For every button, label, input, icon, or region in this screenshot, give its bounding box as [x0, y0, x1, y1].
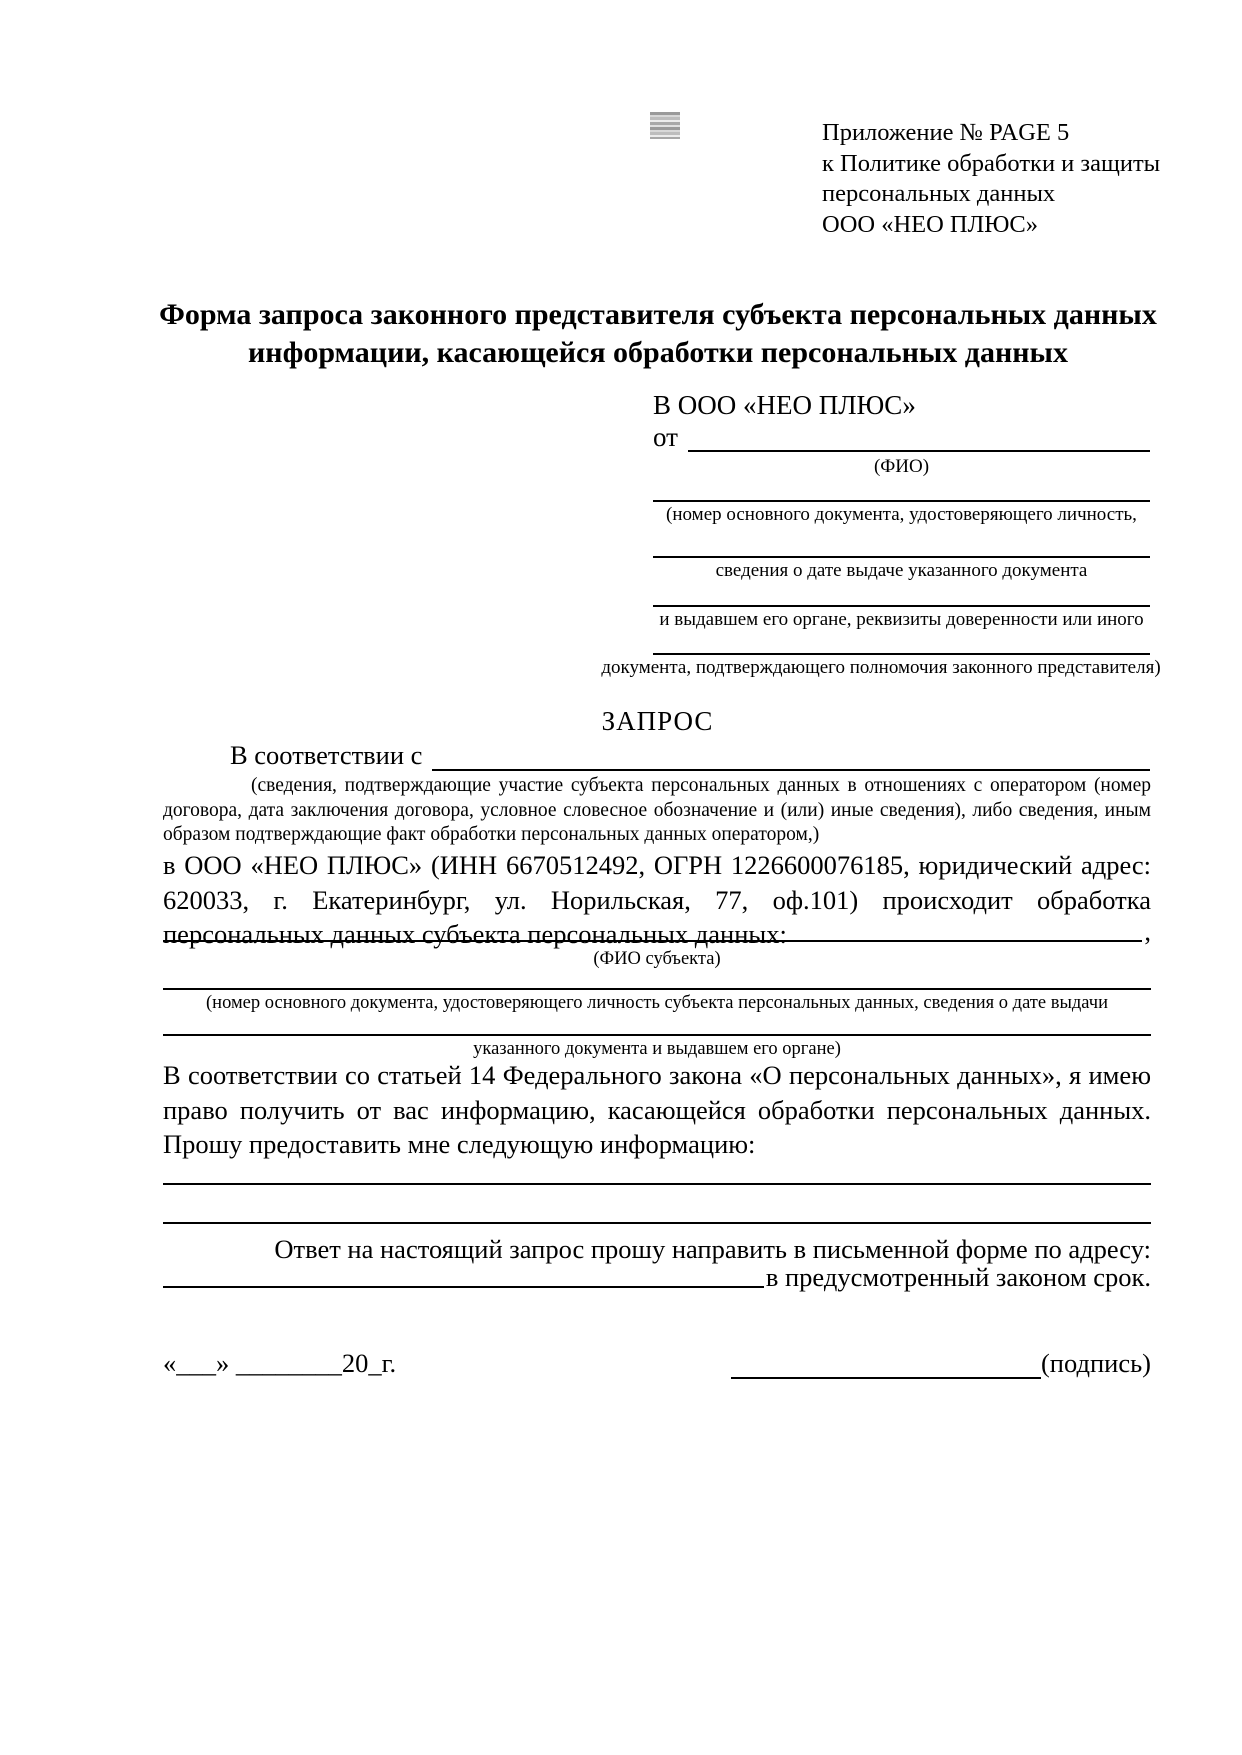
reply-address-row	[163, 1262, 1151, 1292]
reply-suffix: в предусмотренный законом срок.	[765, 1262, 1151, 1292]
appendix-number-line: Приложение № PAGE 5	[822, 119, 1070, 146]
fio-caption: (ФИО)	[873, 456, 930, 477]
authority-document-caption: документа, подтверждающего полномочия законного представителя)	[601, 657, 1161, 678]
document-number-fill-line[interactable]	[653, 476, 1150, 502]
date-blank: «___» ________20_г.	[163, 1348, 397, 1378]
subject-authority-fill-line[interactable]	[163, 1010, 1151, 1036]
policy-line-2: персональных данных	[822, 180, 1056, 207]
fio-fill-line[interactable]	[688, 422, 1150, 452]
subject-authority-caption: указанного документа и выдавшем его органе)	[473, 1039, 841, 1059]
signature-caption: (подпись)	[1040, 1348, 1151, 1378]
signature-fill-line[interactable]	[731, 1349, 1041, 1379]
date-signature-row	[163, 1348, 1151, 1379]
policy-line-1: к Политике обработки и защиты	[822, 149, 1161, 177]
authority-document-fill-line[interactable]	[653, 629, 1150, 655]
information-fill-line-1[interactable]	[163, 1158, 1151, 1185]
from-label: от	[653, 422, 678, 452]
law-paragraph: В соответствии со статьей 14 Федерального закона «О персональных данных», я имею право получить от вас информацию, касающейся обработки персональных данных. Прошу предоставить мне следующую информацию:	[163, 1060, 1151, 1159]
subject-fio-row	[163, 916, 1151, 946]
reply-address-fill-line[interactable]	[163, 1262, 764, 1288]
issue-date-fill-line[interactable]	[653, 532, 1150, 558]
document-number-caption: (номер основного документа, удостоверяющего личность,	[666, 504, 1137, 525]
from-row	[653, 422, 1150, 452]
appendix-header-block	[822, 118, 1160, 240]
striped-image-placeholder-icon	[650, 112, 680, 139]
issuing-authority-fill-line[interactable]	[653, 581, 1150, 607]
subject-document-caption: (номер основного документа, удостоверяющего личность субъекта персональных данных, сведения о дате выдачи	[206, 993, 1108, 1013]
information-fill-line-2[interactable]	[163, 1197, 1151, 1224]
addressee-to: В ООО «НЕО ПЛЮС»	[653, 390, 916, 420]
operator-paragraph: в ООО «НЕО ПЛЮС» (ИНН 6670512492, ОГРН 1226600076185, юридический адрес: 620033, г. Екатеринбург, ул. Норильская, 77, оф.101) происходит обработка персональных данных субъекта персональных данных:	[163, 850, 1151, 949]
issuing-authority-caption: и выдавшем его органе, реквизиты доверенности или иного	[659, 609, 1144, 630]
subject-fio-fill-line[interactable]	[163, 916, 1142, 942]
trailing-comma: ,	[1144, 916, 1151, 946]
accordance-row	[165, 740, 1150, 771]
form-title-line-2: информации, касающейся обработки персональных данных	[248, 336, 1068, 369]
signature-group	[731, 1348, 1151, 1379]
fine-print-note: (сведения, подтверждающие участие субъекта персональных данных в отношениях с оператором (номер договора, дата заключения договора, условное словесное обозначение и (или) иные сведения), либо сведения, иным образом подтверждающие факт обработки персональных данных оператором,)	[163, 775, 1151, 845]
reply-request-line: Ответ на настоящий запрос прошу направить в письменной форме по адресу:	[274, 1234, 1151, 1264]
request-heading: ЗАПРОС	[601, 706, 714, 736]
subject-fio-caption: (ФИО субъекта)	[593, 949, 721, 969]
issue-date-caption: сведения о дате выдаче указанного документа	[715, 560, 1088, 581]
company-name: ООО «НЕО ПЛЮС»	[822, 210, 1039, 238]
accordance-fill-line[interactable]	[432, 740, 1150, 771]
subject-document-fill-line[interactable]	[163, 964, 1151, 990]
form-title	[128, 296, 1188, 372]
form-title-line-1: Форма запроса законного представителя субъекта персональных данных	[159, 298, 1157, 331]
accordance-prefix: В соответствии с	[230, 740, 423, 770]
